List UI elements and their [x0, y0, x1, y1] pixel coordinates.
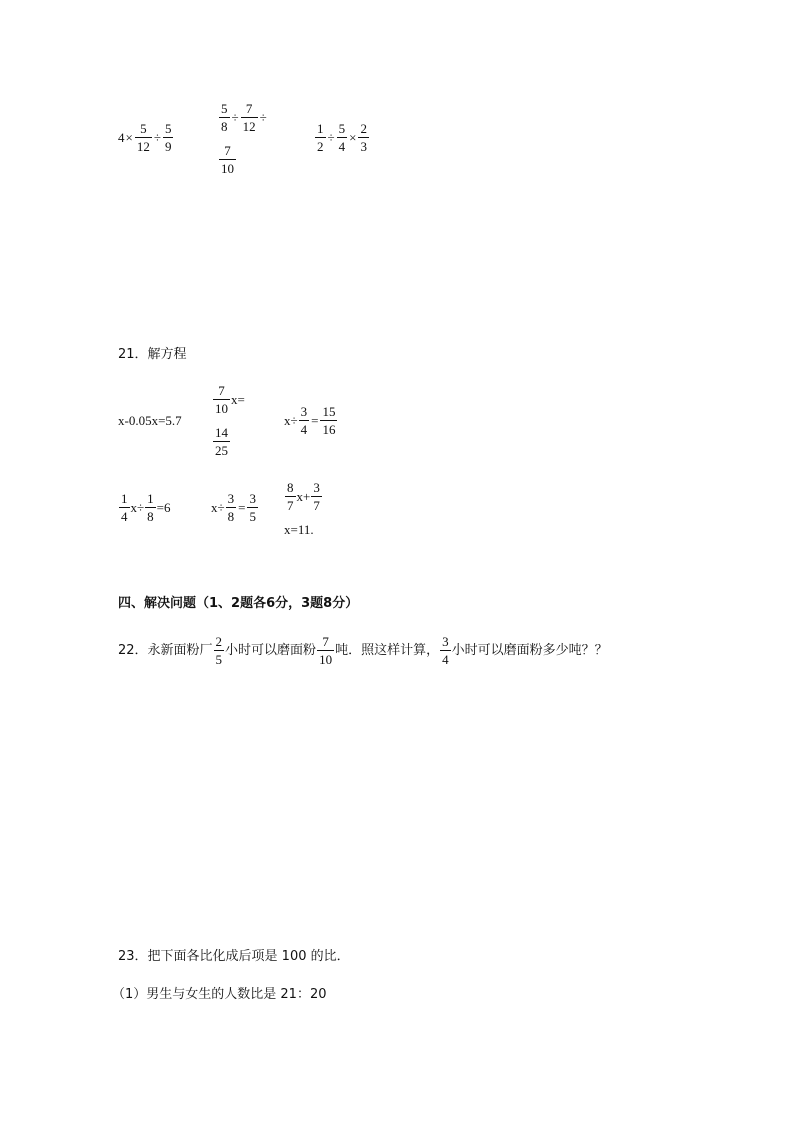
divide-sign: ÷: [259, 110, 267, 125]
variable: x÷: [130, 500, 145, 515]
fraction: $\frac{3}{4}$: [442, 634, 449, 667]
rhs: =6: [156, 500, 171, 515]
divide-sign: ÷: [327, 130, 335, 145]
fraction: $\frac{7}{10}$: [215, 383, 228, 416]
fraction: $\frac{14}{25}$: [215, 425, 228, 458]
fraction: $\frac{5}{9}$: [164, 121, 172, 154]
fraction: $\frac{3}{7}$: [313, 480, 320, 513]
equation-4: [118, 492, 170, 523]
times-sign: ×: [349, 130, 357, 145]
expr-1: [118, 122, 174, 153]
section-4-title: 四、解决问题（1、2题各6分，3题8分）: [118, 596, 359, 611]
fraction: $\frac{7}{10}$: [221, 143, 234, 176]
divide-sign: ÷: [231, 110, 239, 125]
equation-2-bottom: [212, 426, 231, 457]
equation-5: [211, 492, 259, 523]
expr-2-top: [218, 102, 268, 133]
fraction: $\frac{3}{4}$: [300, 404, 308, 437]
equation-1: x-0.05x=5.7: [118, 413, 182, 428]
fraction: $\frac{1}{4}$: [121, 491, 128, 524]
problem-22-text: 吨．照这样计算，: [335, 643, 440, 658]
problem-22-text: 小时可以磨面粉: [225, 643, 317, 658]
divide-sign: ÷: [153, 130, 161, 145]
fraction: $\frac{5}{8}$: [221, 101, 228, 134]
equation-2-top: [212, 384, 245, 415]
fraction: $\frac{1}{8}$: [147, 491, 154, 524]
variable: x+: [296, 489, 311, 504]
times-sign: ×: [125, 130, 133, 145]
equals-sign: =: [311, 413, 319, 428]
equals-sign: =: [238, 500, 246, 515]
equation-6-bottom: x=11.: [284, 522, 314, 537]
equation-6-top: [284, 481, 323, 512]
fraction: $\frac{7}{10}$: [319, 634, 333, 667]
problem-22-text: 22．永新面粉厂: [118, 643, 213, 658]
fraction: $\frac{2}{3}$: [360, 121, 367, 154]
problem-21-title: 21．解方程: [118, 347, 187, 362]
problem-23-title: 23．把下面各比化成后项是 100 的比．: [118, 949, 350, 964]
variable: x÷: [284, 413, 298, 428]
fraction: $\frac{15}{16}$: [322, 404, 336, 437]
fraction: $\frac{5}{12}$: [136, 121, 150, 154]
problem-22: [118, 635, 608, 666]
variable: x=: [231, 392, 245, 407]
problem-22-text: 小时可以磨面粉多少吨？？: [451, 643, 608, 658]
fraction: $\frac{1}{2}$: [317, 121, 324, 154]
fraction: $\frac{8}{7}$: [287, 480, 294, 513]
problem-23-sub1: （1）男生与女生的人数比是 21：20: [112, 987, 327, 1002]
fraction: $\frac{2}{5}$: [215, 634, 223, 667]
integer: 4: [118, 130, 125, 145]
fraction: $\frac{7}{12}$: [242, 101, 256, 134]
fraction: $\frac{3}{5}$: [249, 491, 256, 524]
fraction: $\frac{5}{4}$: [338, 121, 346, 154]
variable: x÷: [211, 500, 225, 515]
expr-2-bottom: [218, 144, 237, 175]
fraction: $\frac{3}{8}$: [227, 491, 235, 524]
expr-3: [314, 122, 370, 153]
equation-3: [284, 405, 338, 436]
